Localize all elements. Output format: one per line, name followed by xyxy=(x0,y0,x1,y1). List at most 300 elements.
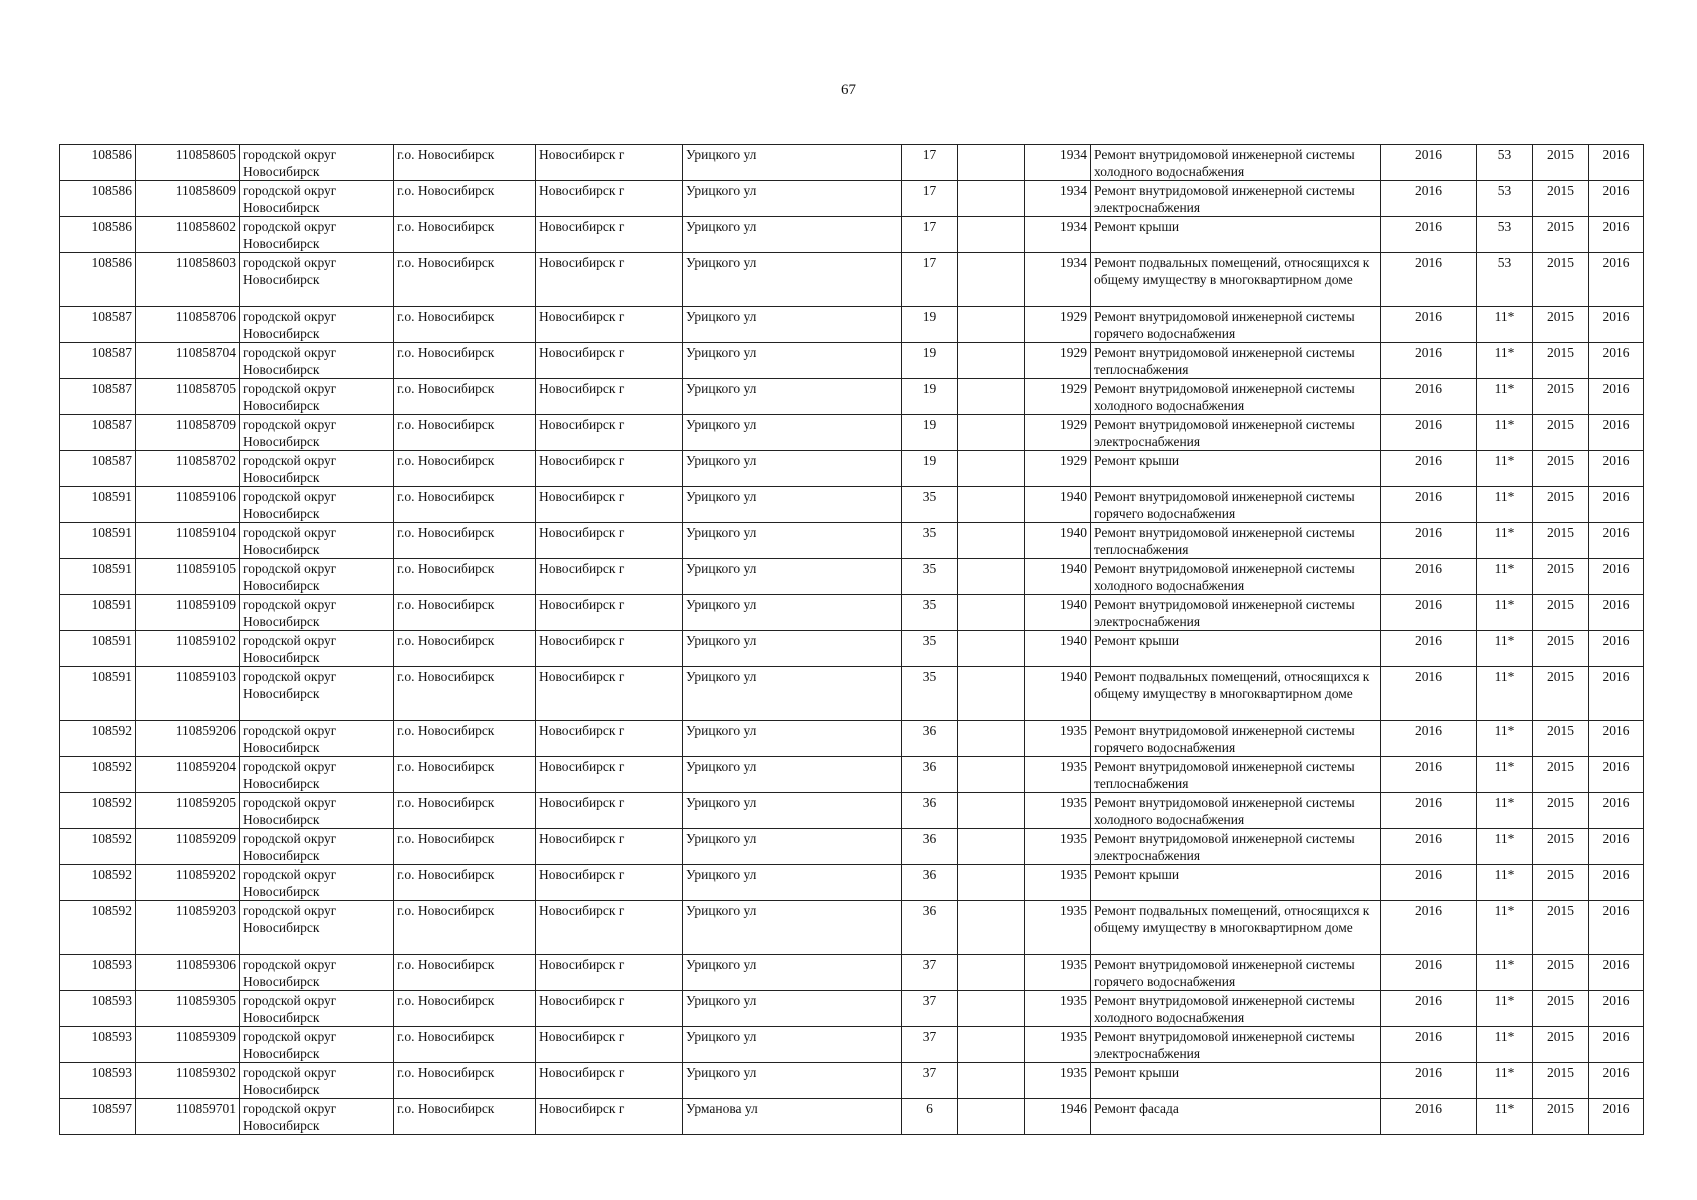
year-built-cell: 1929 xyxy=(1025,307,1091,343)
settlement-cell: г.о. Новосибирск xyxy=(394,1063,536,1099)
house-number-cell: 35 xyxy=(902,487,958,523)
locality-cell: Новосибирск г xyxy=(536,181,683,217)
municipality-cell: городской округ Новосибирск xyxy=(240,865,394,901)
plan-year-cell: 2016 xyxy=(1381,253,1477,307)
start-year-cell: 2015 xyxy=(1533,901,1589,955)
table-row xyxy=(60,487,1644,523)
work-id-cell: 110858704 xyxy=(136,343,240,379)
table-body xyxy=(60,145,1644,1135)
year-built-cell: 1935 xyxy=(1025,865,1091,901)
house-id-cell: 108593 xyxy=(60,1063,136,1099)
work-type-cell: Ремонт фасада xyxy=(1091,1099,1381,1135)
house-number-cell: 17 xyxy=(902,253,958,307)
end-year-cell: 2016 xyxy=(1589,631,1644,667)
start-year-cell: 2015 xyxy=(1533,559,1589,595)
locality-cell: Новосибирск г xyxy=(536,829,683,865)
end-year-cell: 2016 xyxy=(1589,1063,1644,1099)
end-year-cell: 2016 xyxy=(1589,1027,1644,1063)
work-type-cell: Ремонт внутридомовой инженерной системы горячего водоснабжения xyxy=(1091,721,1381,757)
settlement-cell: г.о. Новосибирск xyxy=(394,379,536,415)
house-number-cell: 36 xyxy=(902,865,958,901)
house-id-cell: 108586 xyxy=(60,145,136,181)
table-row xyxy=(60,631,1644,667)
apartments-cell: 53 xyxy=(1477,145,1533,181)
house-id-cell: 108592 xyxy=(60,865,136,901)
end-year-cell: 2016 xyxy=(1589,955,1644,991)
building-cell xyxy=(958,343,1025,379)
building-cell xyxy=(958,757,1025,793)
street-cell: Урицкого ул xyxy=(683,217,902,253)
settlement-cell: г.о. Новосибирск xyxy=(394,415,536,451)
building-cell xyxy=(958,955,1025,991)
building-cell xyxy=(958,145,1025,181)
work-type-cell: Ремонт внутридомовой инженерной системы электроснабжения xyxy=(1091,829,1381,865)
settlement-cell: г.о. Новосибирск xyxy=(394,145,536,181)
work-type-cell: Ремонт внутридомовой инженерной системы электроснабжения xyxy=(1091,1027,1381,1063)
start-year-cell: 2015 xyxy=(1533,631,1589,667)
locality-cell: Новосибирск г xyxy=(536,487,683,523)
table-row xyxy=(60,415,1644,451)
settlement-cell: г.о. Новосибирск xyxy=(394,595,536,631)
apartments-cell: 11* xyxy=(1477,793,1533,829)
work-type-cell: Ремонт крыши xyxy=(1091,865,1381,901)
work-type-cell: Ремонт внутридомовой инженерной системы холодного водоснабжения xyxy=(1091,145,1381,181)
start-year-cell: 2015 xyxy=(1533,487,1589,523)
locality-cell: Новосибирск г xyxy=(536,721,683,757)
municipality-cell: городской округ Новосибирск xyxy=(240,1099,394,1135)
plan-year-cell: 2016 xyxy=(1381,145,1477,181)
end-year-cell: 2016 xyxy=(1589,451,1644,487)
locality-cell: Новосибирск г xyxy=(536,757,683,793)
house-id-cell: 108587 xyxy=(60,343,136,379)
year-built-cell: 1929 xyxy=(1025,343,1091,379)
plan-year-cell: 2016 xyxy=(1381,955,1477,991)
plan-year-cell: 2016 xyxy=(1381,1099,1477,1135)
start-year-cell: 2015 xyxy=(1533,757,1589,793)
work-type-cell: Ремонт подвальных помещений, относящихся к общему имуществу в многоквартирном доме xyxy=(1091,901,1381,955)
street-cell: Урицкого ул xyxy=(683,757,902,793)
start-year-cell: 2015 xyxy=(1533,1063,1589,1099)
end-year-cell: 2016 xyxy=(1589,595,1644,631)
end-year-cell: 2016 xyxy=(1589,487,1644,523)
page-number: 67 xyxy=(841,82,856,98)
work-id-cell: 110859209 xyxy=(136,829,240,865)
plan-year-cell: 2016 xyxy=(1381,523,1477,559)
house-number-cell: 35 xyxy=(902,559,958,595)
apartments-cell: 11* xyxy=(1477,559,1533,595)
plan-year-cell: 2016 xyxy=(1381,487,1477,523)
locality-cell: Новосибирск г xyxy=(536,415,683,451)
year-built-cell: 1935 xyxy=(1025,757,1091,793)
apartments-cell: 11* xyxy=(1477,829,1533,865)
locality-cell: Новосибирск г xyxy=(536,1099,683,1135)
start-year-cell: 2015 xyxy=(1533,1099,1589,1135)
street-cell: Урицкого ул xyxy=(683,793,902,829)
work-type-cell: Ремонт внутридомовой инженерной системы теплоснабжения xyxy=(1091,343,1381,379)
locality-cell: Новосибирск г xyxy=(536,217,683,253)
work-type-cell: Ремонт внутридомовой инженерной системы холодного водоснабжения xyxy=(1091,991,1381,1027)
apartments-cell: 11* xyxy=(1477,415,1533,451)
house-number-cell: 17 xyxy=(902,181,958,217)
municipality-cell: городской округ Новосибирск xyxy=(240,415,394,451)
locality-cell: Новосибирск г xyxy=(536,955,683,991)
apartments-cell: 11* xyxy=(1477,379,1533,415)
start-year-cell: 2015 xyxy=(1533,991,1589,1027)
locality-cell: Новосибирск г xyxy=(536,253,683,307)
table-row xyxy=(60,667,1644,721)
municipality-cell: городской округ Новосибирск xyxy=(240,631,394,667)
table-row xyxy=(60,1099,1644,1135)
year-built-cell: 1929 xyxy=(1025,451,1091,487)
settlement-cell: г.о. Новосибирск xyxy=(394,793,536,829)
work-type-cell: Ремонт внутридомовой инженерной системы электроснабжения xyxy=(1091,595,1381,631)
apartments-cell: 11* xyxy=(1477,1027,1533,1063)
settlement-cell: г.о. Новосибирск xyxy=(394,523,536,559)
end-year-cell: 2016 xyxy=(1589,559,1644,595)
house-id-cell: 108592 xyxy=(60,793,136,829)
start-year-cell: 2015 xyxy=(1533,415,1589,451)
municipality-cell: городской округ Новосибирск xyxy=(240,145,394,181)
apartments-cell: 11* xyxy=(1477,523,1533,559)
house-number-cell: 17 xyxy=(902,145,958,181)
building-cell xyxy=(958,793,1025,829)
street-cell: Урицкого ул xyxy=(683,631,902,667)
start-year-cell: 2015 xyxy=(1533,1027,1589,1063)
building-cell xyxy=(958,379,1025,415)
apartments-cell: 11* xyxy=(1477,955,1533,991)
end-year-cell: 2016 xyxy=(1589,991,1644,1027)
end-year-cell: 2016 xyxy=(1589,145,1644,181)
work-id-cell: 110859103 xyxy=(136,667,240,721)
table-row xyxy=(60,343,1644,379)
work-id-cell: 110859104 xyxy=(136,523,240,559)
year-built-cell: 1935 xyxy=(1025,829,1091,865)
start-year-cell: 2015 xyxy=(1533,829,1589,865)
work-type-cell: Ремонт внутридомовой инженерной системы электроснабжения xyxy=(1091,181,1381,217)
table-row xyxy=(60,217,1644,253)
end-year-cell: 2016 xyxy=(1589,307,1644,343)
plan-year-cell: 2016 xyxy=(1381,991,1477,1027)
municipality-cell: городской округ Новосибирск xyxy=(240,901,394,955)
end-year-cell: 2016 xyxy=(1589,181,1644,217)
year-built-cell: 1934 xyxy=(1025,217,1091,253)
work-type-cell: Ремонт крыши xyxy=(1091,1063,1381,1099)
locality-cell: Новосибирск г xyxy=(536,451,683,487)
start-year-cell: 2015 xyxy=(1533,343,1589,379)
apartments-cell: 11* xyxy=(1477,991,1533,1027)
locality-cell: Новосибирск г xyxy=(536,793,683,829)
municipality-cell: городской округ Новосибирск xyxy=(240,523,394,559)
municipality-cell: городской округ Новосибирск xyxy=(240,1027,394,1063)
house-number-cell: 6 xyxy=(902,1099,958,1135)
settlement-cell: г.о. Новосибирск xyxy=(394,757,536,793)
work-id-cell: 110859106 xyxy=(136,487,240,523)
plan-year-cell: 2016 xyxy=(1381,793,1477,829)
work-id-cell: 110858706 xyxy=(136,307,240,343)
apartments-cell: 53 xyxy=(1477,217,1533,253)
plan-year-cell: 2016 xyxy=(1381,307,1477,343)
municipality-cell: городской округ Новосибирск xyxy=(240,379,394,415)
plan-year-cell: 2016 xyxy=(1381,667,1477,721)
house-number-cell: 36 xyxy=(902,721,958,757)
municipality-cell: городской округ Новосибирск xyxy=(240,343,394,379)
table-row xyxy=(60,1063,1644,1099)
end-year-cell: 2016 xyxy=(1589,865,1644,901)
building-cell xyxy=(958,865,1025,901)
plan-year-cell: 2016 xyxy=(1381,181,1477,217)
house-id-cell: 108591 xyxy=(60,523,136,559)
municipality-cell: городской округ Новосибирск xyxy=(240,991,394,1027)
locality-cell: Новосибирск г xyxy=(536,865,683,901)
work-id-cell: 110859309 xyxy=(136,1027,240,1063)
apartments-cell: 53 xyxy=(1477,181,1533,217)
year-built-cell: 1935 xyxy=(1025,901,1091,955)
apartments-cell: 53 xyxy=(1477,253,1533,307)
apartments-cell: 11* xyxy=(1477,901,1533,955)
street-cell: Урицкого ул xyxy=(683,865,902,901)
apartments-cell: 11* xyxy=(1477,1099,1533,1135)
work-id-cell: 110858609 xyxy=(136,181,240,217)
house-number-cell: 19 xyxy=(902,379,958,415)
plan-year-cell: 2016 xyxy=(1381,721,1477,757)
table-row xyxy=(60,955,1644,991)
work-id-cell: 110859205 xyxy=(136,793,240,829)
plan-year-cell: 2016 xyxy=(1381,343,1477,379)
year-built-cell: 1935 xyxy=(1025,721,1091,757)
building-cell xyxy=(958,415,1025,451)
street-cell: Урицкого ул xyxy=(683,559,902,595)
municipality-cell: городской округ Новосибирск xyxy=(240,829,394,865)
house-number-cell: 37 xyxy=(902,991,958,1027)
locality-cell: Новосибирск г xyxy=(536,379,683,415)
apartments-cell: 11* xyxy=(1477,595,1533,631)
start-year-cell: 2015 xyxy=(1533,145,1589,181)
locality-cell: Новосибирск г xyxy=(536,667,683,721)
end-year-cell: 2016 xyxy=(1589,829,1644,865)
year-built-cell: 1940 xyxy=(1025,559,1091,595)
locality-cell: Новосибирск г xyxy=(536,307,683,343)
work-type-cell: Ремонт внутридомовой инженерной системы холодного водоснабжения xyxy=(1091,379,1381,415)
municipality-cell: городской округ Новосибирск xyxy=(240,253,394,307)
table-row xyxy=(60,181,1644,217)
end-year-cell: 2016 xyxy=(1589,1099,1644,1135)
building-cell xyxy=(958,721,1025,757)
year-built-cell: 1929 xyxy=(1025,379,1091,415)
apartments-cell: 11* xyxy=(1477,757,1533,793)
start-year-cell: 2015 xyxy=(1533,451,1589,487)
settlement-cell: г.о. Новосибирск xyxy=(394,253,536,307)
work-type-cell: Ремонт крыши xyxy=(1091,217,1381,253)
settlement-cell: г.о. Новосибирск xyxy=(394,901,536,955)
building-cell xyxy=(958,487,1025,523)
building-cell xyxy=(958,1063,1025,1099)
settlement-cell: г.о. Новосибирск xyxy=(394,667,536,721)
apartments-cell: 11* xyxy=(1477,487,1533,523)
house-number-cell: 19 xyxy=(902,307,958,343)
table-row xyxy=(60,793,1644,829)
house-number-cell: 37 xyxy=(902,1063,958,1099)
settlement-cell: г.о. Новосибирск xyxy=(394,343,536,379)
municipality-cell: городской округ Новосибирск xyxy=(240,217,394,253)
house-id-cell: 108587 xyxy=(60,415,136,451)
year-built-cell: 1940 xyxy=(1025,523,1091,559)
work-type-cell: Ремонт внутридомовой инженерной системы холодного водоснабжения xyxy=(1091,559,1381,595)
street-cell: Урицкого ул xyxy=(683,145,902,181)
settlement-cell: г.о. Новосибирск xyxy=(394,955,536,991)
end-year-cell: 2016 xyxy=(1589,523,1644,559)
start-year-cell: 2015 xyxy=(1533,217,1589,253)
street-cell: Урицкого ул xyxy=(683,1063,902,1099)
house-number-cell: 19 xyxy=(902,451,958,487)
street-cell: Урманова ул xyxy=(683,1099,902,1135)
year-built-cell: 1940 xyxy=(1025,595,1091,631)
table-row xyxy=(60,451,1644,487)
table-row xyxy=(60,829,1644,865)
apartments-cell: 11* xyxy=(1477,865,1533,901)
street-cell: Урицкого ул xyxy=(683,901,902,955)
street-cell: Урицкого ул xyxy=(683,1027,902,1063)
house-id-cell: 108587 xyxy=(60,451,136,487)
start-year-cell: 2015 xyxy=(1533,721,1589,757)
work-type-cell: Ремонт внутридомовой инженерной системы горячего водоснабжения xyxy=(1091,487,1381,523)
plan-year-cell: 2016 xyxy=(1381,1027,1477,1063)
table-row xyxy=(60,991,1644,1027)
plan-year-cell: 2016 xyxy=(1381,901,1477,955)
work-type-cell: Ремонт внутридомовой инженерной системы горячего водоснабжения xyxy=(1091,955,1381,991)
work-type-cell: Ремонт внутридомовой инженерной системы горячего водоснабжения xyxy=(1091,307,1381,343)
work-id-cell: 110858702 xyxy=(136,451,240,487)
house-id-cell: 108592 xyxy=(60,721,136,757)
start-year-cell: 2015 xyxy=(1533,379,1589,415)
work-id-cell: 110859306 xyxy=(136,955,240,991)
municipality-cell: городской округ Новосибирск xyxy=(240,1063,394,1099)
building-cell xyxy=(958,181,1025,217)
settlement-cell: г.о. Новосибирск xyxy=(394,451,536,487)
building-cell xyxy=(958,1099,1025,1135)
plan-year-cell: 2016 xyxy=(1381,829,1477,865)
end-year-cell: 2016 xyxy=(1589,343,1644,379)
table-row xyxy=(60,757,1644,793)
work-id-cell: 110859102 xyxy=(136,631,240,667)
house-id-cell: 108592 xyxy=(60,757,136,793)
start-year-cell: 2015 xyxy=(1533,523,1589,559)
settlement-cell: г.о. Новосибирск xyxy=(394,991,536,1027)
building-cell xyxy=(958,1027,1025,1063)
house-id-cell: 108587 xyxy=(60,379,136,415)
work-id-cell: 110859204 xyxy=(136,757,240,793)
settlement-cell: г.о. Новосибирск xyxy=(394,631,536,667)
work-id-cell: 110858705 xyxy=(136,379,240,415)
settlement-cell: г.о. Новосибирск xyxy=(394,181,536,217)
settlement-cell: г.о. Новосибирск xyxy=(394,1027,536,1063)
house-number-cell: 36 xyxy=(902,829,958,865)
locality-cell: Новосибирск г xyxy=(536,1027,683,1063)
street-cell: Урицкого ул xyxy=(683,451,902,487)
municipality-cell: городской округ Новосибирск xyxy=(240,793,394,829)
house-number-cell: 36 xyxy=(902,757,958,793)
end-year-cell: 2016 xyxy=(1589,721,1644,757)
work-id-cell: 110859105 xyxy=(136,559,240,595)
street-cell: Урицкого ул xyxy=(683,667,902,721)
building-cell xyxy=(958,307,1025,343)
work-type-cell: Ремонт крыши xyxy=(1091,631,1381,667)
municipality-cell: городской округ Новосибирск xyxy=(240,595,394,631)
house-id-cell: 108592 xyxy=(60,901,136,955)
year-built-cell: 1935 xyxy=(1025,793,1091,829)
building-cell xyxy=(958,901,1025,955)
table-row xyxy=(60,145,1644,181)
work-id-cell: 110859109 xyxy=(136,595,240,631)
year-built-cell: 1940 xyxy=(1025,631,1091,667)
house-id-cell: 108591 xyxy=(60,559,136,595)
municipality-cell: городской округ Новосибирск xyxy=(240,955,394,991)
street-cell: Урицкого ул xyxy=(683,181,902,217)
municipality-cell: городской округ Новосибирск xyxy=(240,721,394,757)
locality-cell: Новосибирск г xyxy=(536,343,683,379)
building-cell xyxy=(958,253,1025,307)
settlement-cell: г.о. Новосибирск xyxy=(394,721,536,757)
work-type-cell: Ремонт внутридомовой инженерной системы холодного водоснабжения xyxy=(1091,793,1381,829)
end-year-cell: 2016 xyxy=(1589,379,1644,415)
plan-year-cell: 2016 xyxy=(1381,1063,1477,1099)
table-row xyxy=(60,559,1644,595)
street-cell: Урицкого ул xyxy=(683,955,902,991)
start-year-cell: 2015 xyxy=(1533,793,1589,829)
building-cell xyxy=(958,217,1025,253)
house-id-cell: 108586 xyxy=(60,217,136,253)
year-built-cell: 1929 xyxy=(1025,415,1091,451)
year-built-cell: 1935 xyxy=(1025,1027,1091,1063)
work-id-cell: 110859701 xyxy=(136,1099,240,1135)
table-row xyxy=(60,1027,1644,1063)
plan-year-cell: 2016 xyxy=(1381,217,1477,253)
locality-cell: Новосибирск г xyxy=(536,145,683,181)
house-number-cell: 19 xyxy=(902,343,958,379)
house-id-cell: 108586 xyxy=(60,253,136,307)
house-number-cell: 17 xyxy=(902,217,958,253)
year-built-cell: 1946 xyxy=(1025,1099,1091,1135)
settlement-cell: г.о. Новосибирск xyxy=(394,865,536,901)
house-number-cell: 36 xyxy=(902,901,958,955)
municipality-cell: городской округ Новосибирск xyxy=(240,451,394,487)
house-id-cell: 108593 xyxy=(60,1027,136,1063)
locality-cell: Новосибирск г xyxy=(536,1063,683,1099)
end-year-cell: 2016 xyxy=(1589,415,1644,451)
house-id-cell: 108586 xyxy=(60,181,136,217)
end-year-cell: 2016 xyxy=(1589,793,1644,829)
year-built-cell: 1934 xyxy=(1025,181,1091,217)
house-id-cell: 108591 xyxy=(60,487,136,523)
work-id-cell: 110859202 xyxy=(136,865,240,901)
work-type-cell: Ремонт внутридомовой инженерной системы теплоснабжения xyxy=(1091,523,1381,559)
year-built-cell: 1935 xyxy=(1025,1063,1091,1099)
building-cell xyxy=(958,631,1025,667)
building-cell xyxy=(958,451,1025,487)
work-type-cell: Ремонт подвальных помещений, относящихся к общему имуществу в многоквартирном доме xyxy=(1091,253,1381,307)
building-cell xyxy=(958,559,1025,595)
work-type-cell: Ремонт крыши xyxy=(1091,451,1381,487)
year-built-cell: 1940 xyxy=(1025,667,1091,721)
year-built-cell: 1934 xyxy=(1025,253,1091,307)
building-cell xyxy=(958,829,1025,865)
apartments-cell: 11* xyxy=(1477,631,1533,667)
year-built-cell: 1935 xyxy=(1025,991,1091,1027)
street-cell: Урицкого ул xyxy=(683,595,902,631)
settlement-cell: г.о. Новосибирск xyxy=(394,559,536,595)
work-id-cell: 110859302 xyxy=(136,1063,240,1099)
work-id-cell: 110859206 xyxy=(136,721,240,757)
year-built-cell: 1934 xyxy=(1025,145,1091,181)
